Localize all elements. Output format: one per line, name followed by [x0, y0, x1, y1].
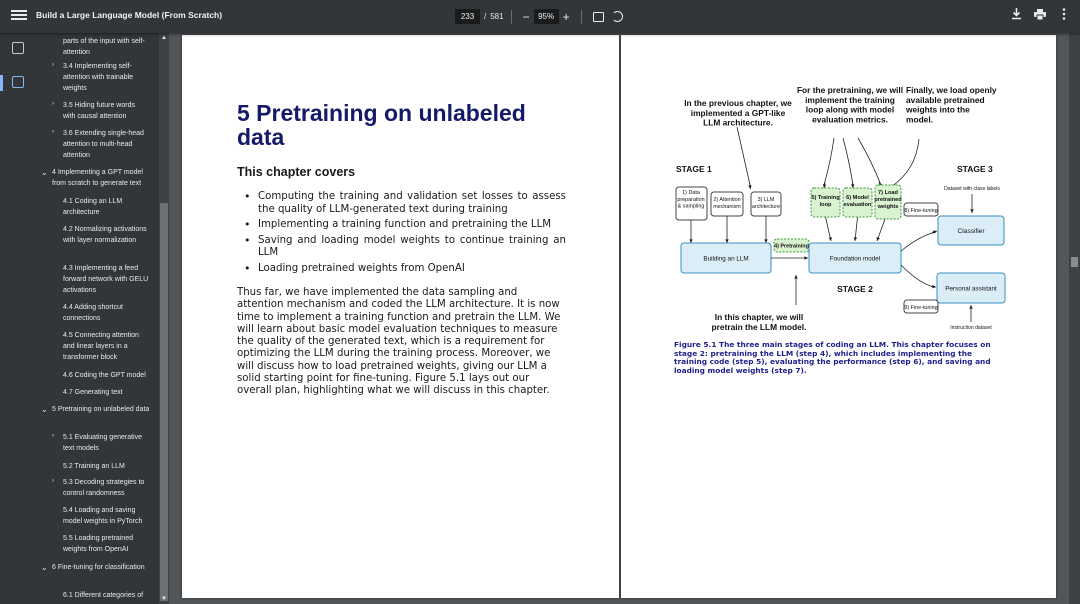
- figure-arrowhead: [970, 209, 973, 213]
- chevron-icon[interactable]: ›: [52, 101, 54, 107]
- figure-arrowhead: [748, 185, 751, 189]
- chevron-icon[interactable]: ›: [52, 478, 54, 484]
- outline-item[interactable]: 5.5 Loading pretrained weights from OpenAI: [63, 535, 134, 554]
- toolbar-actions: [1010, 7, 1070, 21]
- download-icon[interactable]: [1010, 7, 1022, 21]
- figure-note: implemented a GPT-like: [690, 107, 786, 118]
- figure-label: 1) Data: [682, 190, 700, 196]
- figure-note: weights into the: [906, 104, 970, 115]
- outline-item[interactable]: 4.6 Coding the GPT model: [63, 372, 146, 379]
- figure-note: Instruction dataset: [950, 325, 992, 331]
- figure-label: 6) Model: [846, 195, 869, 201]
- zoom-input[interactable]: 95%: [534, 9, 559, 24]
- list-item: • Computing the training and validation set losses to assess the quality of LLM-generated text during training: [244, 191, 566, 216]
- menu-icon[interactable]: [11, 8, 27, 24]
- figure-label: 5) Training: [811, 195, 840, 201]
- outline-item[interactable]: 6 Fine-tuning for classification: [52, 564, 145, 571]
- zoom-out-button[interactable]: −: [522, 9, 530, 24]
- outline-icon[interactable]: [12, 76, 24, 88]
- fit-page-icon[interactable]: [593, 12, 604, 22]
- covers-heading: This chapter covers: [237, 165, 356, 179]
- zoom-in-button[interactable]: +: [562, 9, 570, 24]
- figure-arrowhead: [969, 305, 972, 309]
- figure-note: model.: [906, 114, 933, 125]
- page-controls: [455, 7, 627, 26]
- outline-item[interactable]: parts of the input with self-attention: [63, 38, 145, 57]
- figure-label: evaluation: [843, 202, 872, 208]
- figure-note: evaluation metrics.: [812, 114, 888, 125]
- page-scrollbar[interactable]: [1069, 33, 1080, 604]
- figure-arrow: [737, 127, 750, 185]
- figure-label: & sampling: [677, 203, 705, 210]
- chevron-icon[interactable]: ⌄: [41, 168, 48, 177]
- chapter-title-line: data: [237, 124, 285, 150]
- figure-label: 9) Fine-tuning: [904, 305, 938, 311]
- figure-label: Classifier: [957, 228, 985, 235]
- pdf-toolbar: [0, 0, 1080, 33]
- figure-label: 4) Pretraining: [774, 243, 809, 250]
- list-item: • Implementing a training function and pretraining the LLM: [244, 219, 566, 232]
- outline-item[interactable]: 6.1 Different categories of: [63, 592, 144, 599]
- figure-note: In this chapter, we will: [714, 312, 804, 322]
- figure-arrowhead: [828, 237, 831, 241]
- figure-caption: Figure 5.1 The three main stages of coding an LLM. This chapter focuses on stage 2: pretraining the LLM (step 4), which includes implementing the training code (step 5), evaluating the performance (step 6), and saving and loading model weights (step 7).: [674, 340, 991, 375]
- chapter-title-line: 5 Pretraining on unlabeled: [237, 100, 526, 126]
- chevron-icon[interactable]: ›: [52, 433, 54, 439]
- figure-label: 7) Load: [878, 190, 898, 196]
- outline-scroll-thumb[interactable]: [160, 203, 168, 601]
- outline-scrollbar[interactable]: [159, 33, 169, 604]
- outline-item[interactable]: 3.4 Implementing self-attention with trainable weights: [63, 63, 134, 93]
- thumbnails-icon[interactable]: [12, 42, 24, 54]
- outline-item[interactable]: 4.2 Normalizing activations with layer normalization: [63, 226, 147, 245]
- figure-label: weights: [877, 204, 899, 210]
- scroll-down-icon[interactable]: ▼: [161, 596, 167, 602]
- page-scroll-thumb[interactable]: [1071, 257, 1078, 267]
- chapter-title: [237, 101, 597, 149]
- figure-label: Foundation model: [829, 255, 881, 263]
- figure-label: preparation: [677, 196, 705, 203]
- figure-arrow: [858, 138, 881, 185]
- chevron-icon[interactable]: ›: [52, 62, 54, 68]
- figure-arrowhead: [877, 237, 880, 241]
- figure-note: In the previous chapter, we: [684, 98, 792, 108]
- figure-note: loop along with model: [805, 104, 895, 115]
- figure-arrow: [843, 138, 853, 185]
- page-number-input[interactable]: 233: [455, 9, 480, 24]
- figure-note: Finally, we load openly: [906, 85, 997, 95]
- more-options-icon[interactable]: [1058, 7, 1070, 21]
- outline-item[interactable]: 4.7 Generating text: [63, 389, 123, 396]
- outline-item[interactable]: 3.5 Hiding future words with causal attention: [63, 102, 135, 121]
- divider: [581, 10, 582, 24]
- intro-paragraph: Thus far, we have implemented the data sampling and attention mechanism and coded the LLM architecture. It is now time to implement a training function and pretrain the LLM. We will learn about basic model evaluation techniques to measure the quality of the generated text, which is a requirement for optimizing the LLM during the training process. Moreover, we will discuss how to load pretrained weights, giving our LLM a solid starting point for fine-tuning. Figure 5.1 lays out our overall plan, highlighting what we will discuss in this chapter.: [237, 287, 561, 397]
- figure-label: 3) LLM: [757, 197, 775, 203]
- pdf-page-left: [182, 35, 619, 598]
- figure-note: implement the training: [805, 94, 895, 105]
- document-title: Build a Large Language Model (From Scratch): [36, 10, 223, 20]
- total-pages: 581: [490, 12, 504, 21]
- figure-note: LLM architecture.: [703, 117, 773, 128]
- outline-item[interactable]: 5 Pretraining on unlabeled data: [52, 406, 150, 413]
- figure-arrowhead: [823, 184, 826, 188]
- figure-arrowhead: [725, 239, 728, 243]
- figure-arrowhead: [689, 239, 692, 243]
- figure-arrow: [826, 217, 832, 241]
- outline-item[interactable]: 4.1 Coding an LLM architecture: [63, 198, 123, 217]
- figure-label: 2) Attention: [713, 197, 741, 203]
- figure-label: Personal assistant: [945, 285, 997, 293]
- rotate-icon[interactable]: [612, 11, 623, 22]
- figure-5-1-diagram: [621, 35, 1056, 598]
- pdf-page-right: [621, 35, 1056, 598]
- figure-label: Building an LLM: [703, 255, 749, 263]
- outline-item[interactable]: 4.3 Implementing a feed forward network with GELU activations: [63, 265, 149, 295]
- chevron-icon[interactable]: ›: [52, 129, 54, 135]
- figure-label: 8) Fine-tuning: [904, 208, 938, 214]
- figure-note: Dataset with class labels: [944, 186, 1000, 192]
- figure-label: pretrained: [874, 197, 902, 203]
- list-item: • Saving and loading model weights to continue training an LLM: [244, 235, 566, 260]
- outline-item[interactable]: 4.4 Adding shortcut connections: [63, 304, 123, 323]
- figure-label: loop: [819, 202, 832, 208]
- outline-item[interactable]: 5.4 Loading and saving model weights in PyTorch: [63, 507, 143, 526]
- figure-arrow: [855, 217, 858, 241]
- outline-item[interactable]: 5.3 Decoding strategies to control randomness: [63, 479, 145, 498]
- print-icon[interactable]: [1034, 7, 1046, 21]
- divider: [511, 10, 512, 24]
- document-outline: [36, 33, 159, 604]
- chevron-icon[interactable]: ⌄: [41, 563, 48, 572]
- figure-arrowhead: [851, 184, 854, 188]
- covers-list: [244, 191, 566, 278]
- figure-note: For the pretraining, we will: [796, 85, 904, 95]
- figure-arrow: [891, 139, 919, 187]
- page-separator: /: [484, 12, 487, 21]
- stage-label: STAGE 3: [957, 164, 993, 174]
- figure-arrowhead: [764, 239, 767, 243]
- outline-item[interactable]: 5.2 Training an LLM: [63, 463, 125, 470]
- figure-label: architecture: [751, 203, 781, 210]
- stage-label: STAGE 2: [837, 284, 873, 294]
- chevron-icon[interactable]: ⌄: [41, 405, 48, 414]
- outline-item[interactable]: 4 Implementing a GPT model from scratch to generate text: [52, 169, 143, 188]
- outline-item[interactable]: 5.1 Evaluating generative text models: [63, 434, 142, 453]
- list-item: • Loading pretrained weights from OpenAI: [244, 263, 566, 276]
- outline-item[interactable]: 3.6 Extending single-head attention to multi-head attention: [63, 130, 144, 160]
- figure-note: available pretrained: [906, 94, 985, 105]
- outline-item[interactable]: 4.5 Connecting attention and linear layers in a transformer block: [63, 332, 139, 362]
- figure-arrowhead: [804, 256, 808, 259]
- figure-arrowhead: [794, 275, 797, 279]
- stage-label: STAGE 1: [676, 164, 712, 174]
- scroll-up-icon[interactable]: ▲: [161, 35, 167, 41]
- figure-arrow: [901, 265, 935, 287]
- figure-note: pretrain the LLM model.: [711, 321, 807, 332]
- figure-label: mechanism: [713, 203, 741, 210]
- figure-arrow: [901, 232, 936, 251]
- figure-arrow: [824, 138, 834, 185]
- active-indicator: [0, 75, 3, 91]
- sidebar-rail: [0, 33, 36, 604]
